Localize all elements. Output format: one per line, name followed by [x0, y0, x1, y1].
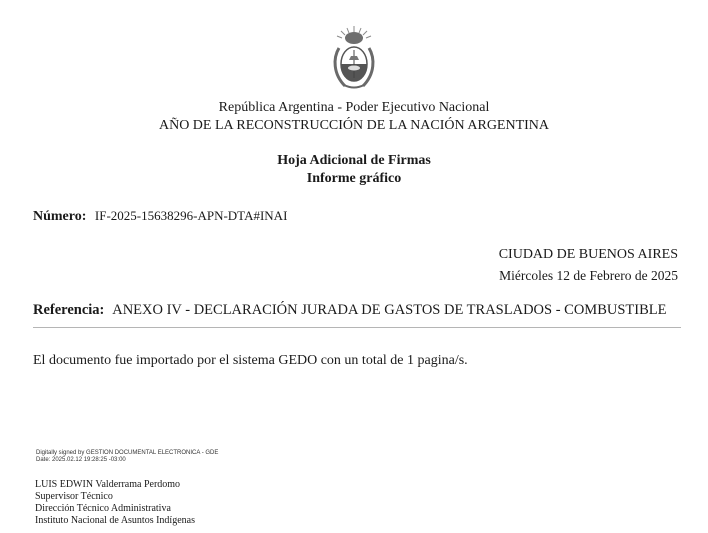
divider: [33, 327, 681, 328]
signer-position: Supervisor Técnico: [35, 491, 113, 502]
body-text: El documento fue importado por el sistema GEDO con un total de 1 pagina/s.: [33, 353, 468, 368]
reference-value: ANEXO IV - DECLARACIÓN JURADA DE GASTOS DE TRASLADOS - COMBUSTIBLE: [112, 302, 667, 318]
year-motto: AÑO DE LA RECONSTRUCCIÓN DE LA NACIÓN ARGENTINA: [158, 118, 550, 133]
coat-of-arms-icon: [327, 24, 381, 94]
city: CIUDAD DE BUENOS AIRES: [498, 247, 678, 262]
digital-signature-info: [36, 450, 218, 464]
government-title: República Argentina - Poder Ejecutivo Nacional: [218, 100, 490, 115]
reference-label: Referencia:: [33, 302, 105, 318]
signer-institute: Instituto Nacional de Asuntos Indígenas: [35, 515, 195, 526]
document-date: Miércoles 12 de Febrero de 2025: [499, 268, 678, 283]
document-number: [33, 208, 287, 225]
digital-signature-date: Date: 2025.02.12 19:28:25 -03:00: [36, 457, 126, 463]
digital-signed-by: Digitally signed by GESTION DOCUMENTAL ELECTRONICA - GDE: [36, 450, 219, 456]
number-value: IF-2025-15638296-APN-DTA#INAI: [94, 208, 288, 223]
number-label: Número:: [33, 209, 87, 224]
document-title: Hoja Adicional de Firmas: [277, 153, 431, 168]
document-subtitle: Informe gráfico: [306, 171, 402, 186]
reference: [33, 302, 666, 319]
signer-name: LUIS EDWIN Valderrama Perdomo: [35, 479, 181, 490]
signer-block: [35, 479, 195, 527]
signer-department: Dirección Técnico Administrativa: [35, 503, 171, 514]
